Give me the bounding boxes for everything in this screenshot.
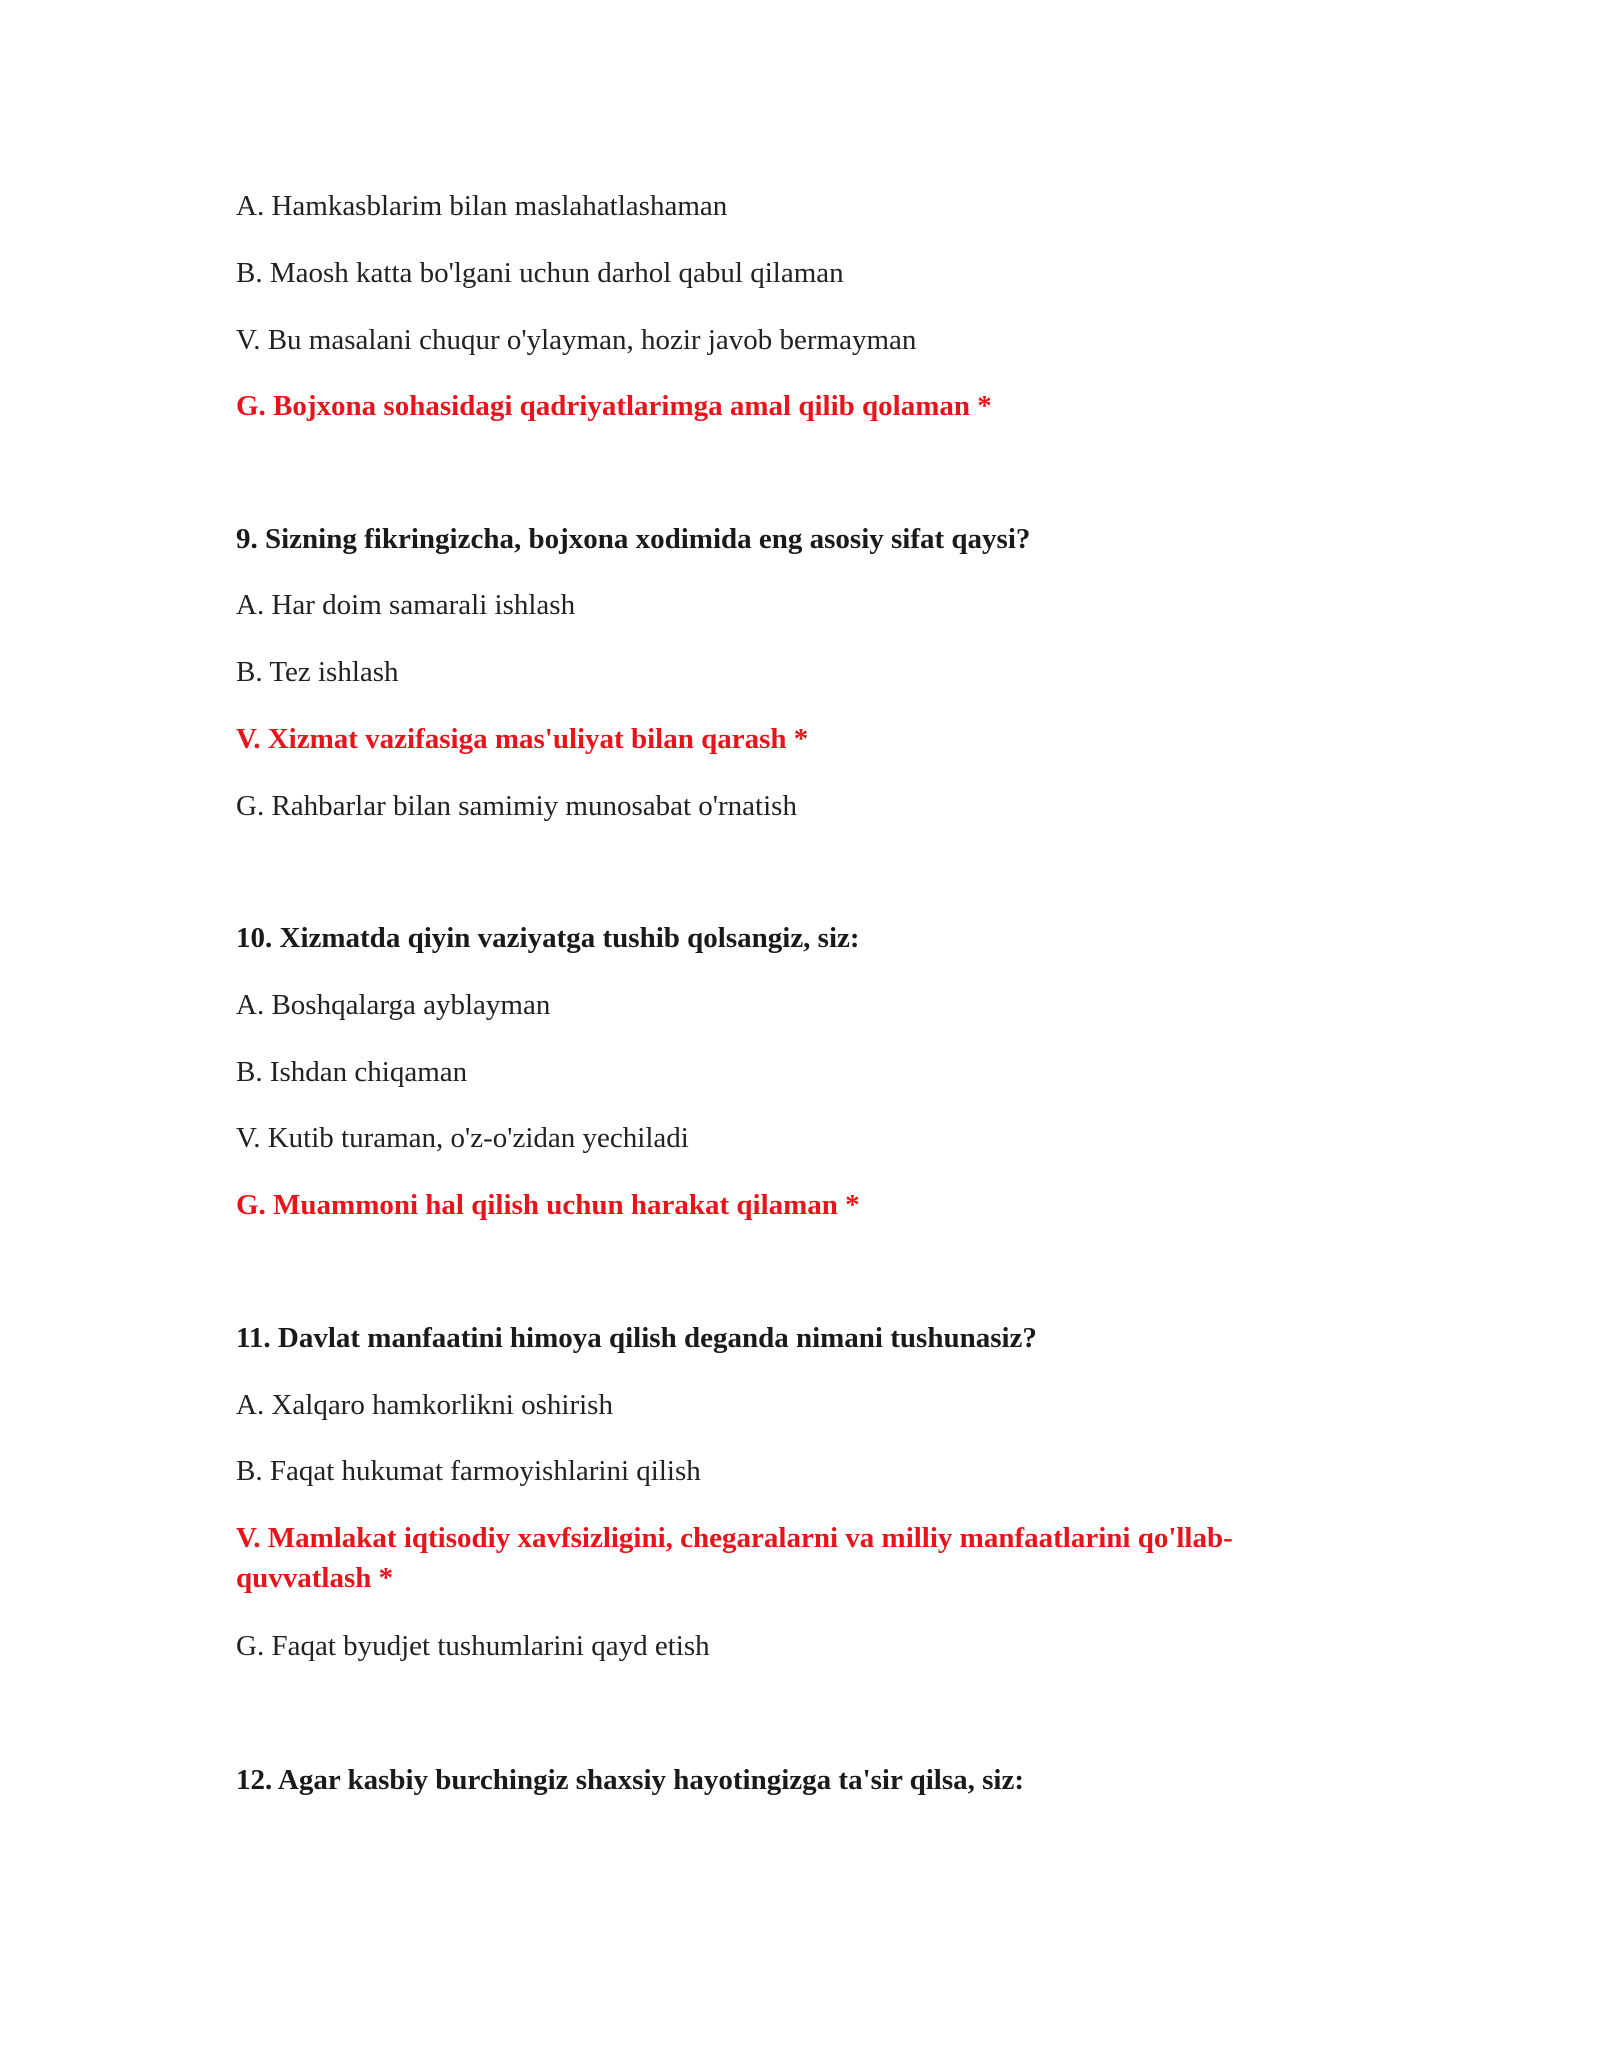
q11-option-b: B. Faqat hukumat farmoyishlarini qilish bbox=[236, 1455, 701, 1487]
q9-option-g: G. Rahbarlar bilan samimiy munosabat o'rnatish bbox=[236, 790, 797, 822]
q11-question: 11. Davlat manfaatini himoya qilish deganda nimani tushunasiz? bbox=[236, 1322, 1037, 1354]
q9-option-a: A. Har doim samarali ishlash bbox=[236, 589, 576, 621]
q10-option-b: B. Ishdan chiqaman bbox=[236, 1056, 468, 1088]
q10-option-g-correct: G. Muammoni hal qilish uchun harakat qilaman * bbox=[236, 1189, 860, 1221]
q12-question: 12. Agar kasbiy burchingiz shaxsiy hayotingizga ta'sir qilsa, siz: bbox=[236, 1764, 1024, 1796]
q9-option-b: B. Tez ishlash bbox=[236, 656, 399, 688]
q8-option-b: B. Maosh katta bo'lgani uchun darhol qabul qilaman bbox=[236, 257, 844, 289]
q9-question: 9. Sizning fikringizcha, bojxona xodimida eng asosiy sifat qaysi? bbox=[236, 523, 1031, 555]
q8-option-g-correct: G. Bojxona sohasidagi qadriyatlarimga amal qilib qolaman * bbox=[236, 390, 992, 422]
q8-option-a: A. Hamkasblarim bilan maslahatlashaman bbox=[236, 190, 728, 222]
q10-question: 10. Xizmatda qiyin vaziyatga tushib qolsangiz, siz: bbox=[236, 922, 860, 954]
q8-option-v: V. Bu masalani chuqur o'ylayman, hozir javob bermayman bbox=[236, 324, 917, 356]
q11-option-v-correct: V. Mamlakat iqtisodiy xavfsizligini, chegaralarni va milliy manfaatlarini qo'llab-quvvatlash * bbox=[236, 1522, 1233, 1594]
q10-option-a: A. Boshqalarga ayblayman bbox=[236, 989, 551, 1021]
q10-option-v: V. Kutib turaman, o'z-o'zidan yechiladi bbox=[236, 1122, 689, 1154]
q11-option-a: A. Xalqaro hamkorlikni oshirish bbox=[236, 1389, 613, 1421]
q9-option-v-correct: V. Xizmat vazifasiga mas'uliyat bilan qarash * bbox=[236, 723, 809, 755]
q11-option-g: G. Faqat byudjet tushumlarini qayd etish bbox=[236, 1630, 710, 1662]
